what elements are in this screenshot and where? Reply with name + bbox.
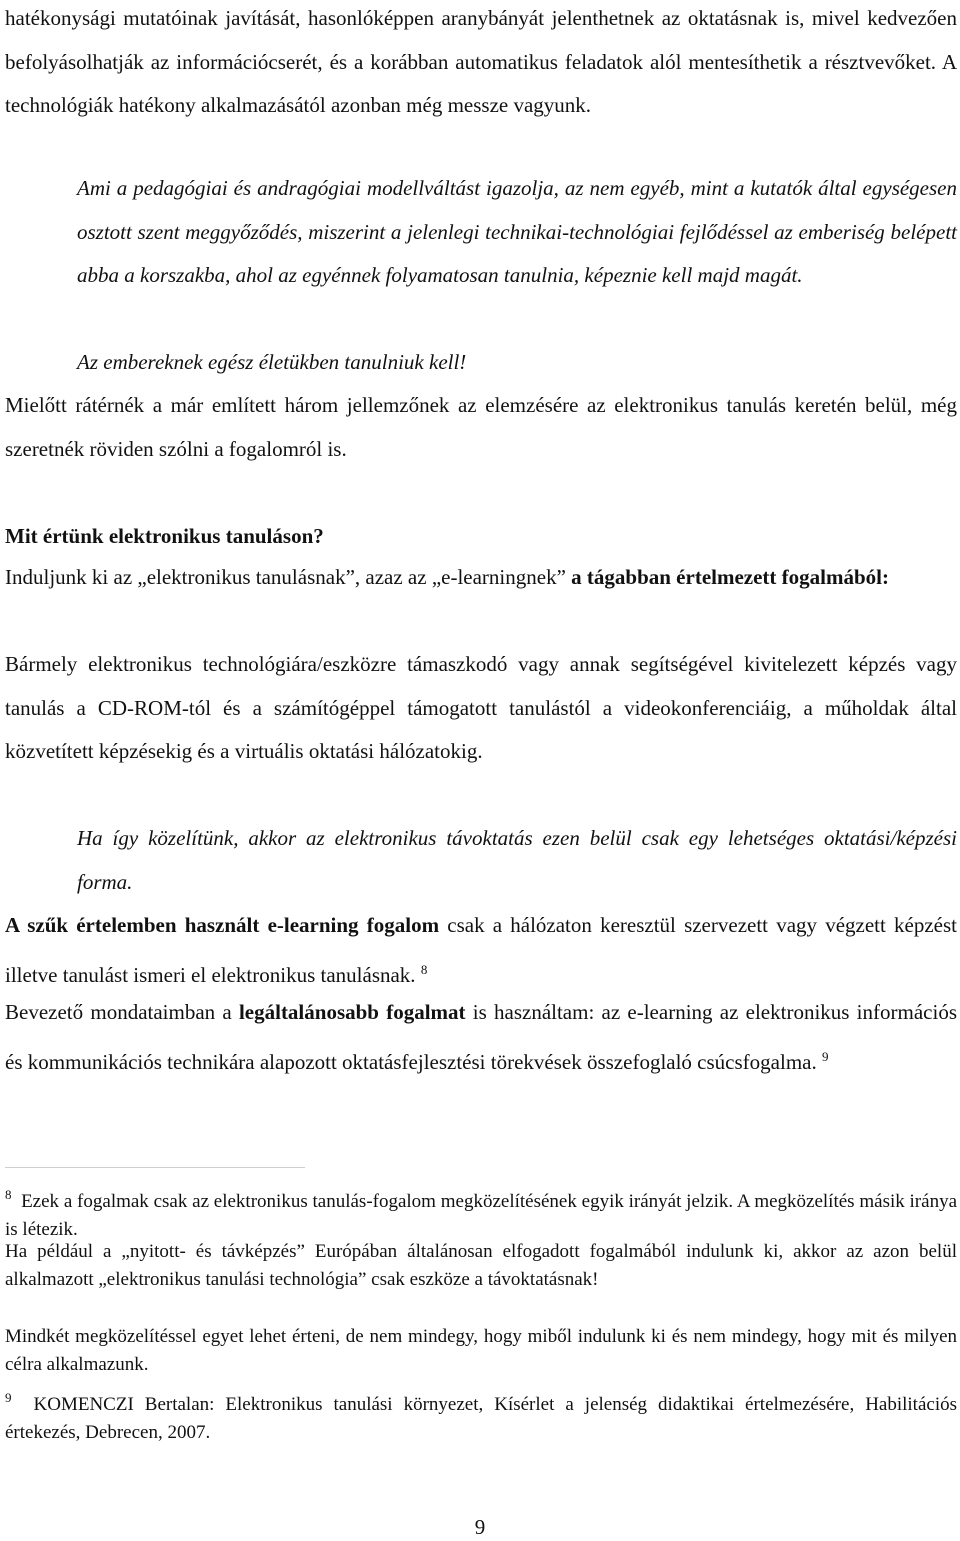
footnote-8-part-b: Ha például a „nyitott- és távképzés” Európában általánosan elfogadott fogalmából indulunk ki, akkor az azon belül alkalmazott „elektronikus tanulási technológia” csak eszköze a távoktatásnak! xyxy=(5,1241,957,1290)
body-paragraph-intro: hatékonysági mutatóinak javítását, hasonlóképpen aranybányát jelenthetnek az oktatásnak is, mivel kedvezően befolyásolhatják az információcserét, és a korábban automatikus feladatok alól mentesíthetik a résztvevőket. A technológiák hatékony alkalmazásától azonban még messze vagyunk. xyxy=(5,6,957,117)
body-paragraph-broad-definition xyxy=(5,556,957,600)
italic-quote-paradigm: Ami a pedagógiai és andragógiai modellváltást igazolja, az nem egyéb, mint a kutatók által egységesen osztott szent meggyőződés, miszerint a jelenlegi technikai-technológiai fejlődéssel az emberiség belépett abba a korszakba, ahol az egyénnek folyamatosan tanulnia, képeznie kell majd magát. xyxy=(77,176,957,287)
body-paragraph-transition: Mielőtt rátérnék a már említett három jellemzőnek az elemzésére az elektronikus tanulás keretén belül, még szeretnék röviden szólni a fogalomról is. xyxy=(5,393,957,461)
footnote-8-number: 8 xyxy=(5,1187,12,1202)
broad-definition-bold: a tágabban értelmezett fogalmából: xyxy=(571,565,889,589)
footnote-divider xyxy=(5,1167,305,1168)
general-concept-intro: Bevezető mondataimban a xyxy=(5,1000,239,1024)
footnote-ref-8: 8 xyxy=(420,961,428,977)
broad-definition-intro: Induljunk ki az „elektronikus tanulásnak”, azaz az „e-learningnek” xyxy=(5,565,572,589)
narrow-definition-text: csak a hálózaton keresztül szervezett vagy végzett képzést illetve tanulást ismeri el elektronikus tanulásnak. xyxy=(5,913,957,987)
body-paragraph-definition: Bármely elektronikus technológiára/eszközre támaszkodó vagy annak segítségével kivitelezett képzés vagy tanulás a CD-ROM-tól és a számítógéppel támogatott tanulástól a videokonferenciáig, a műholdak által közvetített képzésekig és a virtuális oktatási hálózatokig. xyxy=(5,652,957,763)
footnote-8-text-a: Ezek a fogalmak csak az elektronikus tanulás-fogalom megközelítésének egyik irányát jelzik. A megközelítés másik iránya is létezik. xyxy=(5,1191,957,1240)
narrow-definition-bold: A szűk értelemben használt e-learning fogalom xyxy=(5,913,440,937)
italic-quote-distance-learning: Ha így közelítünk, akkor az elektronikus távoktatás ezen belül csak egy lehetséges oktatási/képzési forma. xyxy=(77,826,957,894)
general-concept-bold: legáltalánosabb fogalmat xyxy=(238,1000,466,1024)
footnote-8-part-a xyxy=(5,1181,957,1243)
section-heading: Mit értünk elektronikus tanuláson? xyxy=(5,524,324,548)
footnote-9-number: 9 xyxy=(5,1390,12,1405)
footnote-9 xyxy=(5,1384,957,1446)
footnote-8-part-c: Mindkét megközelítéssel egyet lehet érteni, de nem mindegy, hogy miből indulunk ki és nem mindegy, hogy mit és milyen célra alkalmazunk. xyxy=(5,1326,957,1375)
footnote-ref-9: 9 xyxy=(821,1048,829,1064)
footnote-9-text: KOMENCZI Bertalan: Elektronikus tanulási környezet, Kísérlet a jelenség didaktikai értelmezésére, Habilitációs értekezés, Debrecen, 2007. xyxy=(5,1394,958,1443)
body-paragraph-narrow-definition xyxy=(5,904,957,997)
body-paragraph-general-concept xyxy=(5,991,957,1084)
italic-quote-lifelong: Az embereknek egész életükben tanulniuk kell! xyxy=(77,350,467,374)
general-concept-text: is használtam: az e-learning az elektronikus információs és kommunikációs technikára alapozott oktatásfejlesztési törekvések összefoglaló csúcsfogalma. xyxy=(5,1000,957,1074)
page-number: 9 xyxy=(474,1515,486,1539)
